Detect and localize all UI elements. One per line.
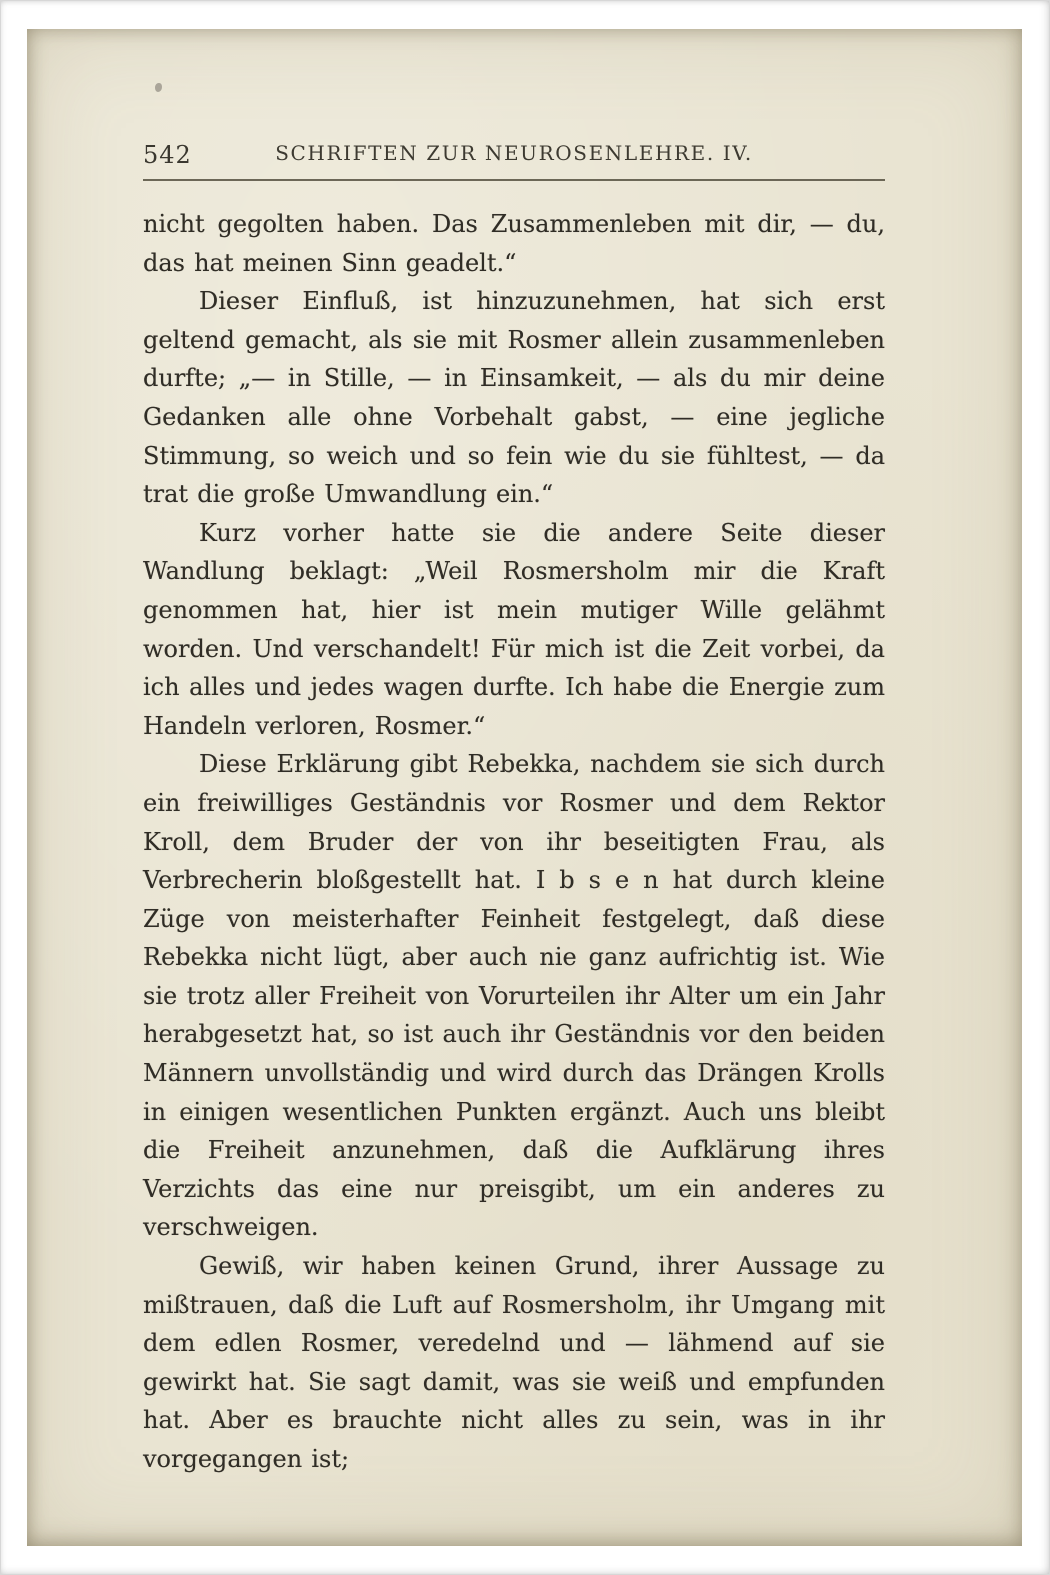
- header-rule: [143, 179, 885, 181]
- page-header: [143, 141, 885, 173]
- page-number: 542: [143, 141, 192, 169]
- paragraph: Kurz vorher hatte sie die andere Seite dieser Wandlung beklagt: „Weil Rosmersholm mir die Kraft genommen hat, hier ist mein mutiger Wille gelähmt worden. Und verschandelt! Für mich ist die Zeit vorbei, da ich alles und jedes wagen durfte. Ich habe die Energie zum Handeln verloren, Rosmer.“: [143, 518, 885, 740]
- text-column: [143, 141, 885, 1479]
- running-title: SCHRIFTEN ZUR NEUROSENLEHRE. IV.: [275, 141, 753, 165]
- paragraph: nicht gegolten haben. Das Zusammenleben mit dir, — du, das hat meinen Sinn geadelt.“: [143, 210, 885, 277]
- scan-artifact-speck: [155, 83, 162, 92]
- body-text: [143, 205, 885, 1479]
- paragraph: Gewiß, wir haben keinen Grund, ihrer Aussage zu mißtrauen, daß die Luft auf Rosmersholm, ihr Umgang mit dem edlen Rosmer, veredelnd und — lähmend auf sie gewirkt hat. Sie sagt damit, was sie weiß und empfunden hat. Aber es brauchte nicht alles zu sein, was in ihr vorgegangen ist;: [143, 1252, 885, 1473]
- paragraph: Dieser Einfluß, ist hinzuzunehmen, hat sich erst geltend gemacht, als sie mit Rosmer allein zusammenleben durfte; „— in Stille, — in Einsamkeit, — als du mir deine Gedanken alle ohne Vorbehalt gabst, — eine jegliche Stimmung, so weich und so fein wie du sie fühltest, — da trat die große Umwandlung ein.“: [143, 287, 885, 509]
- book-page: [27, 29, 1022, 1546]
- paragraph: Diese Erklärung gibt Rebekka, nachdem sie sich durch ein freiwilliges Geständnis vor Rosmer und dem Rektor Kroll, dem Bruder der von ihr beseitigten Frau, als Verbrecherin bloßgestellt hat. I b s e n hat durch kleine Züge von meisterhafter Feinheit festgelegt, daß diese Rebekka nicht lügt, aber auch nie ganz aufrichtig ist. Wie sie trotz aller Freiheit von Vorurteilen ihr Alter um ein Jahr herabgesetzt hat, so ist auch ihr Geständnis vor den beiden Männern unvollständig und wird durch das Drängen Krolls in einigen wesentlichen Punkten ergänzt. Auch uns bleibt die Freiheit anzunehmen, daß die Aufklärung ihres Verzichts das eine nur preisgibt, um ein anderes zu verschweigen.: [143, 750, 885, 1242]
